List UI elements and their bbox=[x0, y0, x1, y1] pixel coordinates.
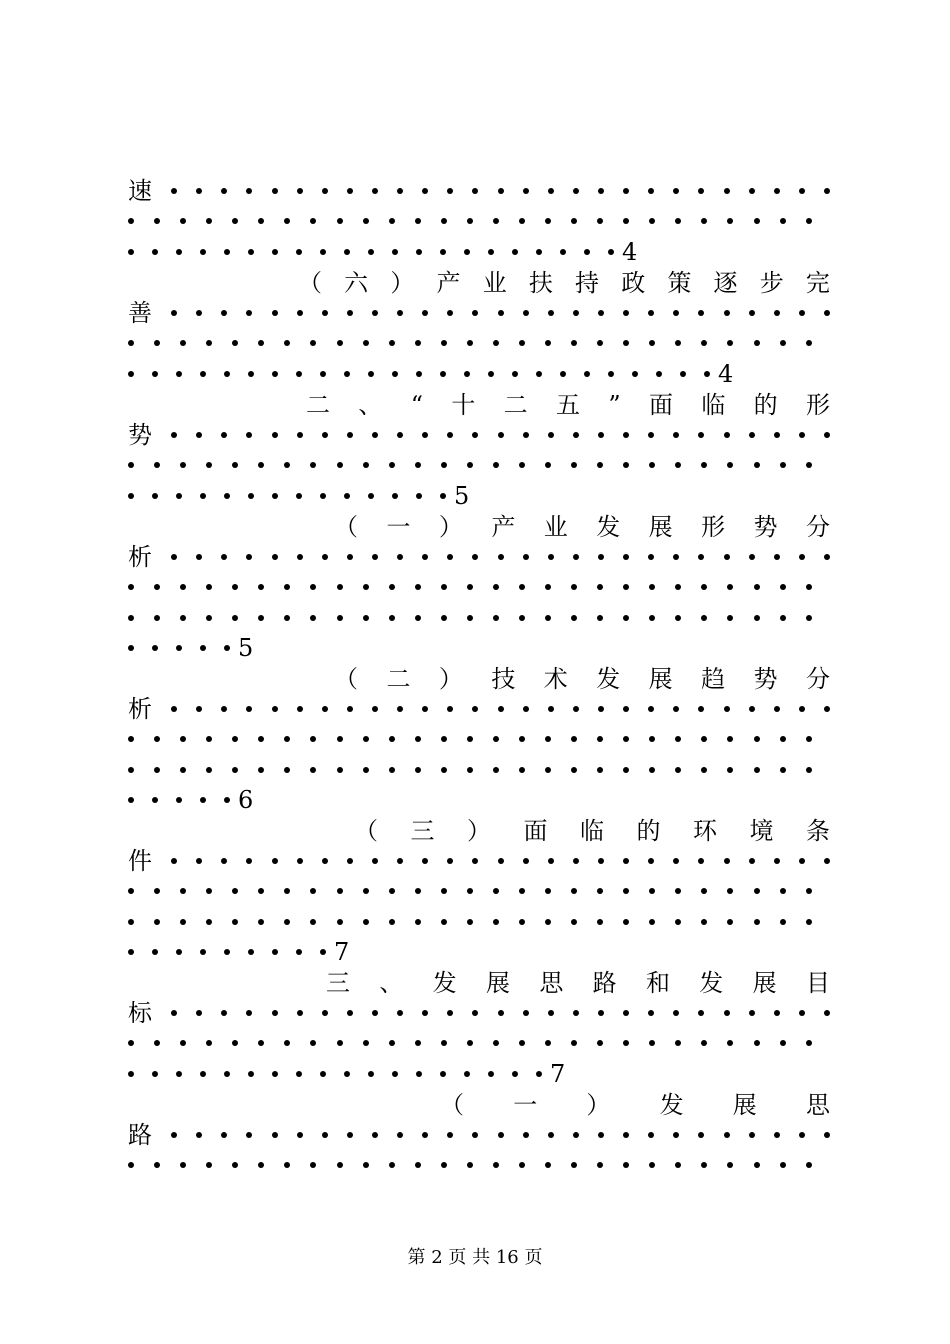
toc-entry-first-char: 路 bbox=[128, 1121, 152, 1149]
toc-tail-line bbox=[128, 237, 830, 267]
toc-tail-line bbox=[128, 937, 830, 967]
toc-entry-first-char: 势 bbox=[128, 421, 152, 449]
toc-dot-line bbox=[128, 724, 830, 754]
toc-page-number: 7 bbox=[550, 1060, 566, 1088]
toc-page-number: 4 bbox=[622, 238, 638, 266]
toc-dot-line bbox=[128, 876, 830, 906]
toc-dot-line bbox=[128, 1028, 830, 1058]
toc-dot-line bbox=[128, 603, 830, 633]
toc-dot-line bbox=[128, 542, 830, 572]
toc-entry-title[interactable] bbox=[334, 664, 830, 694]
toc-entry-title-text: （ 一 ） 发 展 思 bbox=[440, 1091, 830, 1119]
toc-dot-line bbox=[128, 450, 830, 480]
toc-entry-first-char: 析 bbox=[128, 543, 152, 571]
toc-tail-line bbox=[128, 481, 830, 511]
toc-entry-title[interactable] bbox=[334, 512, 830, 542]
toc-page-number: 7 bbox=[334, 938, 350, 966]
toc-dot-line bbox=[128, 298, 830, 328]
toc-page-number: 4 bbox=[718, 360, 734, 388]
toc-entry-title[interactable] bbox=[354, 816, 830, 846]
toc-tail-line bbox=[128, 633, 830, 663]
toc-dot-line bbox=[128, 846, 830, 876]
toc-tail-line bbox=[128, 785, 830, 815]
toc-entry-title[interactable] bbox=[326, 968, 830, 998]
toc-dot-line bbox=[128, 907, 830, 937]
toc-entry-first-char: 析 bbox=[128, 695, 152, 723]
toc-dot-line bbox=[128, 1120, 830, 1150]
toc-dot-line bbox=[128, 206, 830, 236]
toc-tail-line bbox=[128, 359, 830, 389]
toc-dot-line bbox=[128, 694, 830, 724]
toc-page-number: 5 bbox=[238, 634, 254, 662]
toc-entry-title[interactable] bbox=[306, 390, 830, 420]
page-footer: 第 2 页 共 16 页 bbox=[407, 1247, 543, 1268]
toc-entry-first-char: 件 bbox=[128, 847, 152, 875]
toc-entry-title-text: （ 二 ） 技 术 发 展 趋 势 分 bbox=[334, 665, 830, 693]
toc-dot-line bbox=[128, 420, 830, 450]
toc-dot-line bbox=[128, 328, 830, 358]
toc-entry-first-char: 善 bbox=[128, 299, 152, 327]
toc-entry-title-text: （ 一 ） 产 业 发 展 形 势 分 bbox=[334, 513, 830, 541]
toc-dot-line bbox=[128, 572, 830, 602]
toc-tail-line bbox=[128, 1059, 830, 1089]
toc-entry-title-text: 三 、 发 展 思 路 和 发 展 目 bbox=[326, 969, 830, 997]
toc-page-number: 5 bbox=[454, 482, 470, 510]
toc-entry-title-text: （ 六 ） 产 业 扶 持 政 策 逐 步 完 bbox=[298, 269, 830, 297]
toc-dot-line bbox=[128, 755, 830, 785]
toc-entry-title[interactable] bbox=[440, 1090, 830, 1120]
toc-page-number: 6 bbox=[238, 786, 254, 814]
toc-entry-first-char: 速 bbox=[128, 177, 152, 205]
toc-entry-title-text: （ 三 ） 面 临 的 环 境 条 bbox=[354, 817, 830, 845]
toc-entry-title-text: 二 、 “ 十 二 五 ” 面 临 的 形 bbox=[306, 391, 830, 419]
toc-dot-line bbox=[128, 1150, 830, 1180]
toc-entry-first-char: 标 bbox=[128, 999, 152, 1027]
toc-dot-line bbox=[128, 176, 830, 206]
toc-entry-title[interactable] bbox=[298, 268, 830, 298]
toc-dot-line bbox=[128, 998, 830, 1028]
